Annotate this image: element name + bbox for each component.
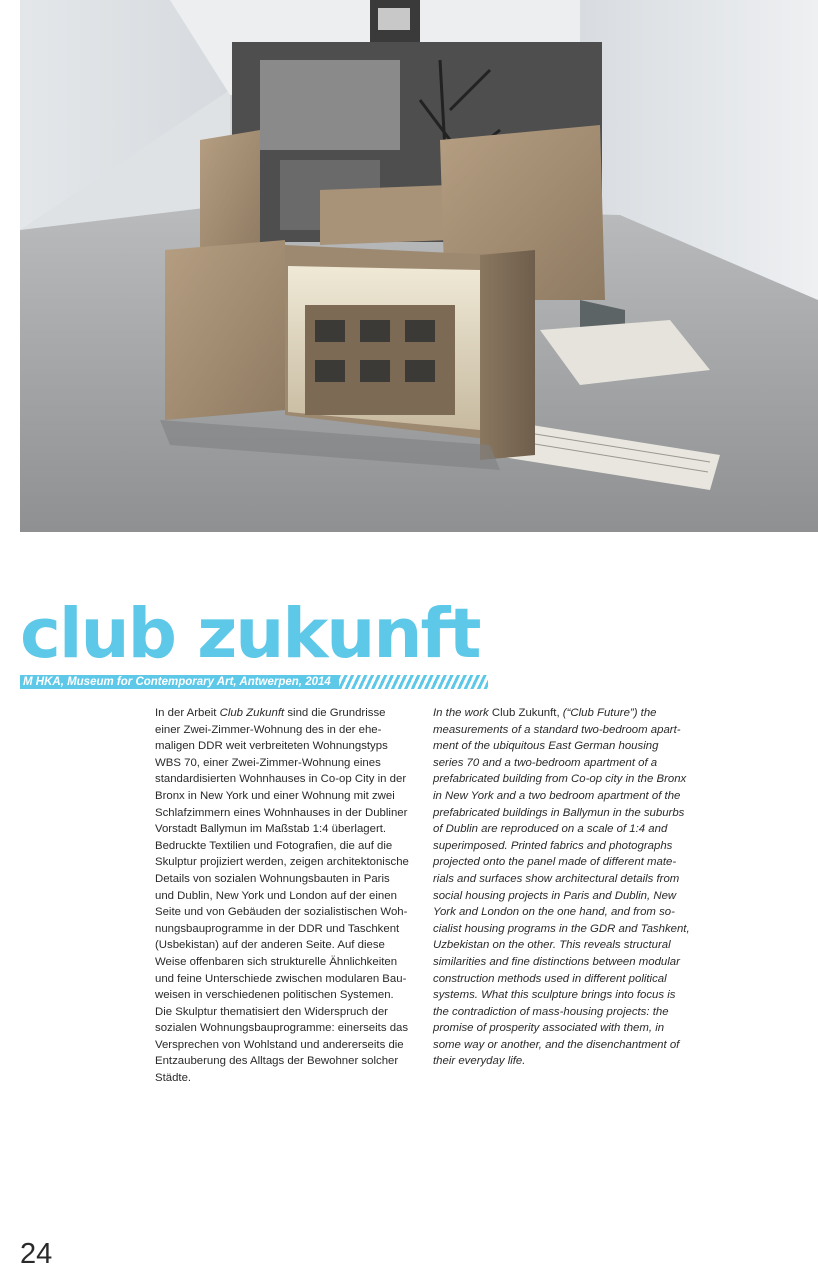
english-line: ment of the ubiquitous East German housing	[433, 740, 659, 753]
english-line: projected onto the panel made of different mate-	[433, 856, 677, 869]
english-line: promise of prosperity associated with them, in	[433, 1022, 665, 1035]
german-text-column	[155, 705, 417, 1087]
english-line: series 70 and a two-bedroom apartment of a	[433, 756, 658, 769]
german-line: Bedruckte Textilien und Fotografien, die auf die	[155, 839, 393, 852]
german-first-line-post: sind die Grundrisse	[284, 707, 386, 719]
german-first-line-title: Club Zukunft	[219, 707, 285, 719]
german-line: Bronx in New York und einer Wohnung mit zwei	[155, 789, 395, 802]
english-line: prefabricated buildings in Ballymun in the suburbs	[433, 806, 685, 819]
german-line: Weise offenbaren sich strukturelle Ähnlichkeiten	[155, 955, 398, 968]
english-line: Uzbekistan on the other. This reveals structural	[433, 939, 671, 952]
english-first-line-post: (“Club Future”) the	[559, 707, 657, 719]
article-title: club zukunft	[20, 594, 480, 674]
english-line: of Dublin are reproduced on a scale of 1:4 and	[433, 823, 668, 836]
german-line: WBS 70, einer Zwei-Zimmer-Wohnung eines	[155, 756, 381, 769]
german-line: einer Zwei-Zimmer-Wohnung des in der ehe-	[155, 723, 382, 736]
english-first-line	[433, 705, 708, 722]
german-line: Versprechen von Wohlstand und andererseits die	[155, 1038, 404, 1051]
german-line: standardisierten Wohnhauses in Co-op City in der	[155, 773, 407, 786]
english-line: their everyday life.	[433, 1055, 526, 1068]
article-subtitle: M HKA, Museum for Contemporary Art, Antwerpen, 2014	[20, 675, 339, 689]
english-line: York and London on the one hand, and from so-	[433, 906, 675, 919]
german-line: weisen in verschiedenen politischen Systemen.	[155, 989, 394, 1002]
subtitle-bar	[20, 675, 488, 689]
german-line: Schlafzimmern eines Wohnhauses in der Dubliner	[155, 806, 408, 819]
english-line: systems. What this sculpture brings into focus is	[433, 989, 676, 1002]
german-line: sozialen Wohnungsbauprogramme: einerseits das	[155, 1022, 409, 1035]
german-first-line-pre: In der Arbeit	[155, 707, 220, 719]
english-first-line-pre: In the work	[433, 707, 492, 719]
german-line: nungsbauprogramme in der DDR und Taschkent	[155, 922, 400, 935]
german-line: maligen DDR weit verbreiteten Wohnungstyps	[155, 740, 388, 753]
english-line: similarities and fine distinctions between modular	[433, 955, 680, 968]
german-line: Entzauberung des Alltags der Bewohner solcher	[155, 1055, 399, 1068]
english-line: construction methods used in different political	[433, 972, 667, 985]
german-first-line	[155, 705, 417, 722]
german-line: Skulptur projiziert werden, zeigen architektonische	[155, 856, 409, 869]
german-line: und Dublin, New York und London auf der einen	[155, 889, 397, 902]
english-line: measurements of a standard two-bedroom apart-	[433, 723, 681, 736]
installation-photo	[20, 0, 818, 532]
german-line: und feine Unterschiede zwischen modularen Bau-	[155, 972, 407, 985]
english-line: social housing projects in Paris and Dublin, New	[433, 889, 677, 902]
english-line: prefabricated building from Co-op city in the Bronx	[433, 773, 687, 786]
english-line: superimposed. Printed fabrics and photographs	[433, 839, 673, 852]
german-line: Details von sozialen Wohnungsbauten in Paris	[155, 872, 390, 885]
english-line: rials and surfaces show architectural details from	[433, 872, 680, 885]
english-first-line-title: Club Zukunft,	[491, 707, 560, 719]
german-line: (Usbekistan) auf der anderen Seite. Auf diese	[155, 939, 385, 952]
page-number: 24	[20, 1238, 53, 1270]
english-line: in New York and a two bedroom apartment of the	[433, 789, 681, 802]
english-text-column	[433, 705, 708, 1070]
german-line: Vorstadt Ballymun im Maßstab 1:4 überlagert.	[155, 823, 387, 836]
installation-photo-drawing	[20, 0, 818, 532]
english-line: some way or another, and the disenchantment of	[433, 1038, 680, 1051]
english-line: the contradiction of mass-housing projects: the	[433, 1005, 669, 1018]
english-line: cialist housing programs in the GDR and Tashkent,	[433, 922, 690, 935]
german-line: Seite und von Gebäuden der sozialistischen Woh-	[155, 906, 408, 919]
german-line: Städte.	[155, 1072, 192, 1085]
german-line: Die Skulptur thematisiert den Widerspruch der	[155, 1005, 388, 1018]
